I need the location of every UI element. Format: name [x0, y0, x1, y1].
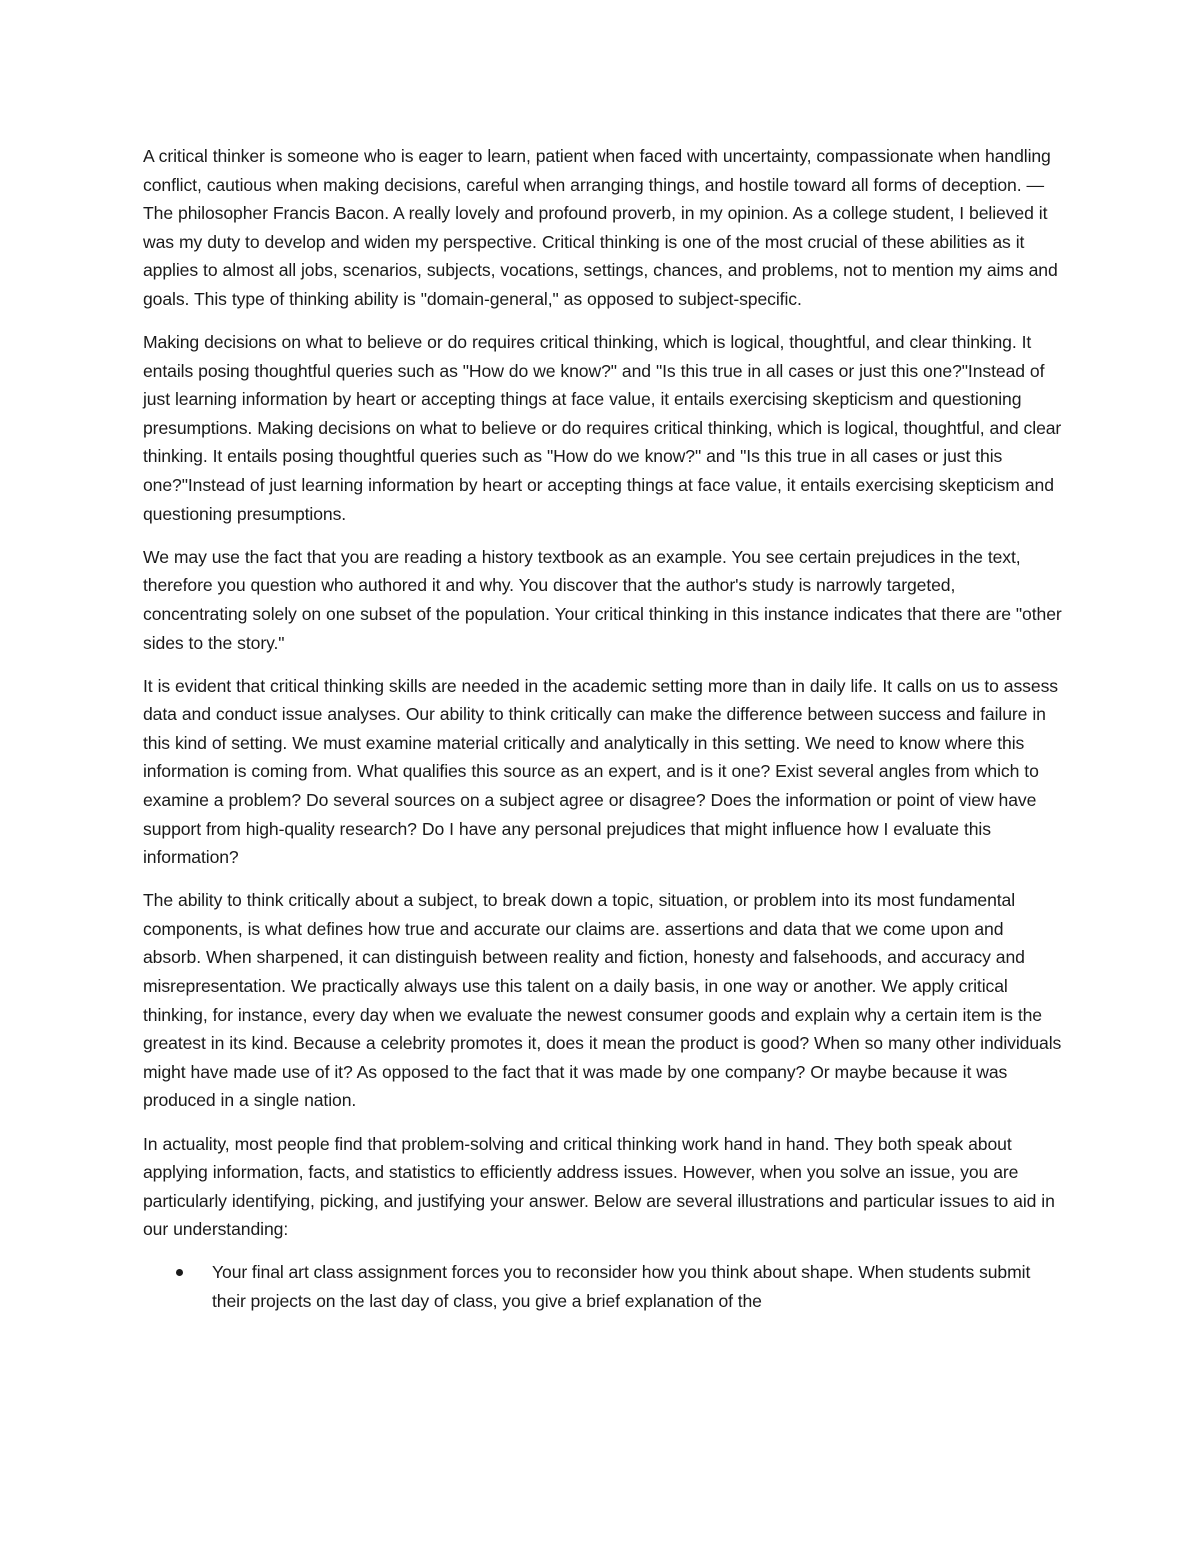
bullet-icon — [176, 1269, 183, 1276]
paragraph: In actuality, most people find that problem-solving and critical thinking work hand in hand. They both speak about applying information, facts, and statistics to efficiently address issues. However, when you solve an issue, you are particularly identifying, picking, and justifying your answer. Below are several illustrations and particular issues to aid in our understanding: — [143, 1133, 1055, 1240]
bullet-list — [143, 1258, 1064, 1315]
paragraph: We may use the fact that you are reading a history textbook as an example. You see certain prejudices in the text, therefore you question who authored it and why. You discover that the author's study is narrowly targeted, concentrating solely on one subset of the population. Your critical thinking in this instance indicates that there are "other sides to the story." — [143, 546, 1062, 653]
paragraph: Making decisions on what to believe or do requires critical thinking, which is logical, thoughtful, and clear thinking. It entails posing thoughtful queries such as "How do we know?" and "Is this true in all cases or just this one?"Instead of just learning information by heart or accepting things at face value, it entails exercising skepticism and questioning presumptions. Making decisions on what to believe or do requires critical thinking, which is logical, thoughtful, and clear thinking. It entails posing thoughtful queries such as "How do we know?" and "Is this true in all cases or just this one?"Instead of just learning information by heart or accepting things at face value, it entails exercising skepticism and questioning presumptions. — [143, 332, 1062, 524]
paragraph: The ability to think critically about a subject, to break down a topic, situation, or problem into its most fundamental components, is what defines how true and accurate our claims are. assertions and data that we come upon and absorb. When sharpened, it can distinguish between reality and fiction, honesty and falsehoods, and accuracy and misrepresentation. We practically always use this talent on a daily basis, in one way or another. We apply critical thinking, for instance, every day when we evaluate the newest consumer goods and explain why a certain item is the greatest in its kind. Because a celebrity promotes it, does it mean the product is good? When so many other individuals might have made use of it? As opposed to the fact that it was made by one company? Or maybe because it was produced in a single nation. — [143, 890, 1062, 1111]
bullet-text: Your final art class assignment forces you to reconsider how you think about shape. When students submit their projects on the last day of class, you give a brief explanation of the — [212, 1262, 1031, 1311]
paragraph: It is evident that critical thinking skills are needed in the academic setting more than in daily life. It calls on us to assess data and conduct issue analyses. Our ability to think critically can make the difference between success and failure in this kind of setting. We must examine material critically and analytically in this setting. We need to know where this information is coming from. What qualifies this source as an expert, and is it one? Exist several angles from which to examine a problem? Do several sources on a subject agree or disagree? Does the information or point of view have support from high-quality research? Do I have any personal prejudices that might influence how I evaluate this information? — [143, 675, 1058, 868]
bullet-item — [143, 1258, 1064, 1315]
paragraph: A critical thinker is someone who is eager to learn, patient when faced with uncertainty, compassionate when handling conflict, cautious when making decisions, careful when arranging things, and hostile toward all forms of deception. —The philosopher Francis Bacon. A really lovely and profound proverb, in my opinion. As a college student, I believed it was my duty to develop and widen my perspective. Critical thinking is one of the most crucial of these abilities as it applies to almost all jobs, scenarios, subjects, vocations, settings, chances, and problems, not to mention my aims and goals. This type of thinking ability is "domain-general," as opposed to subject-specific. — [143, 146, 1058, 309]
